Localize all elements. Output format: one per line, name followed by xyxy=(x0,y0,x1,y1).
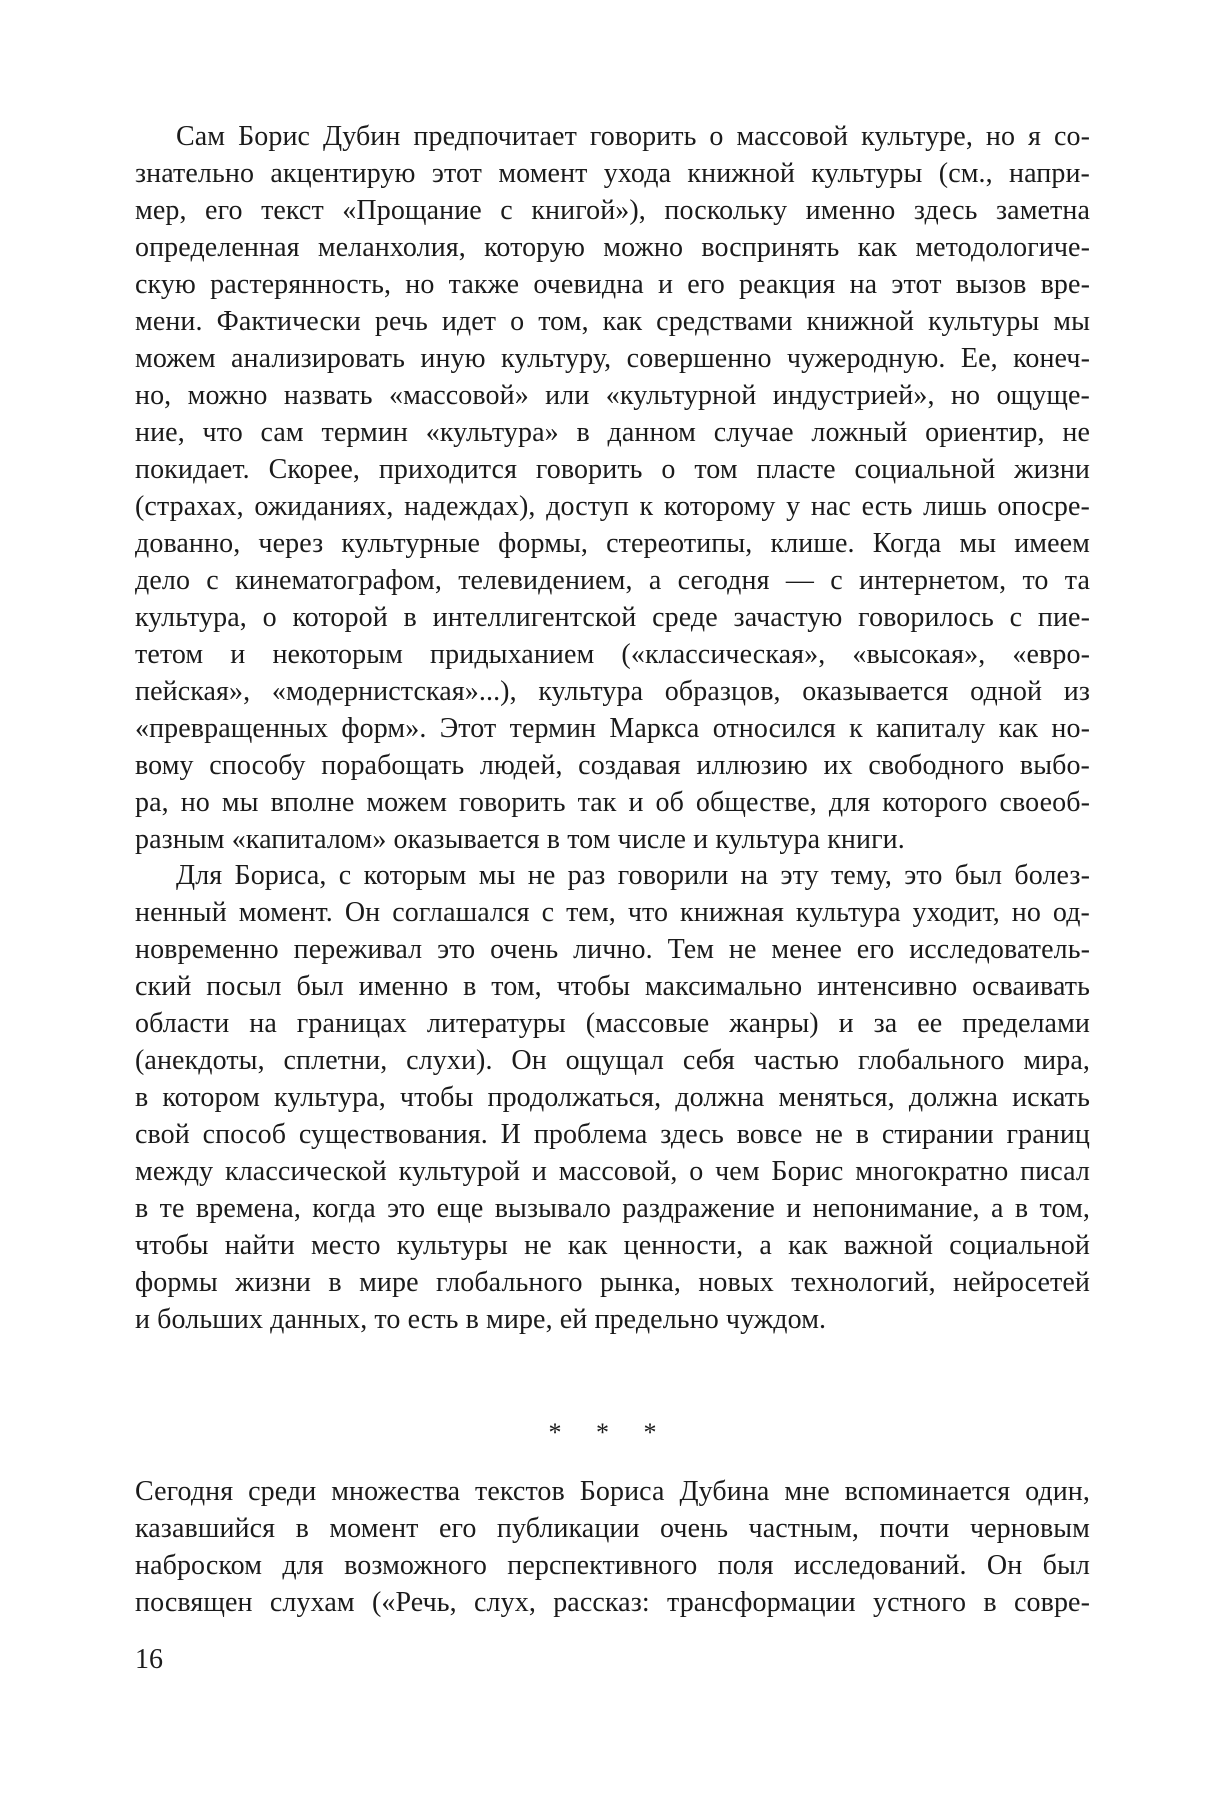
text-line: «превращенных форм». Этот термин Маркса относился к капиталу как но- xyxy=(135,713,1090,744)
text-line: пейская», «модернистская»...), культура образцов, оказывается одной из xyxy=(135,676,1090,707)
text-line: можем анализировать иную культуру, совершенно чужеродную. Ее, конеч- xyxy=(135,343,1090,374)
section-separator: * * * xyxy=(548,1418,671,1447)
page-number: 16 xyxy=(135,1644,163,1675)
text-line: новременно переживал это очень лично. Тем не менее его исследователь- xyxy=(135,934,1090,965)
paragraph-3 xyxy=(135,1473,1090,1621)
text-line: дело с кинематографом, телевидением, а сегодня — с интернетом, то та xyxy=(135,565,1090,596)
text-line: наброском для возможного перспективного поля исследований. Он был xyxy=(135,1550,1090,1581)
text-line: ние, что сам термин «культура» в данном случае ложный ориентир, не xyxy=(135,417,1090,448)
text-line: в те времена, когда это еще вызывало раздражение и непонимание, а в том, xyxy=(135,1193,1090,1224)
text-line: (анекдоты, сплетни, слухи). Он ощущал себя частью глобального мира, xyxy=(135,1045,1090,1076)
text-line: мени. Фактически речь идет о том, как средствами книжной культуры мы xyxy=(135,306,1090,337)
text-line: культура, о которой в интеллигентской среде зачастую говорилось с пие- xyxy=(135,602,1090,633)
text-line: Для Бориса, с которым мы не раз говорили на эту тему, это был болез- xyxy=(176,860,1090,891)
text-line: формы жизни в мире глобального рынка, новых технологий, нейросетей xyxy=(135,1267,1090,1298)
text-line: ра, но мы вполне можем говорить так и об обществе, для которого своеоб- xyxy=(135,787,1090,818)
text-line: покидает. Скорее, приходится говорить о том пласте социальной жизни xyxy=(135,454,1090,485)
text-line: знательно акцентирую этот момент ухода книжной культуры (см., напри- xyxy=(135,158,1090,189)
text-line: чтобы найти место культуры не как ценности, а как важной социальной xyxy=(135,1230,1090,1261)
text-line: ненный момент. Он соглашался с тем, что книжная культура уходит, но од- xyxy=(135,897,1090,928)
text-line: области на границах литературы (массовые жанры) и за ее пределами xyxy=(135,1008,1090,1039)
text-line: свой способ существования. И проблема здесь вовсе не в стирании границ xyxy=(135,1119,1090,1150)
paragraph-2 xyxy=(135,857,1090,1338)
text-line: разным «капиталом» оказывается в том числе и культура книги. xyxy=(135,824,905,855)
paragraph-1 xyxy=(135,118,1090,858)
text-line: казавшийся в момент его публикации очень частным, почти черновым xyxy=(135,1513,1090,1544)
text-line: тетом и некоторым придыханием («классическая», «высокая», «евро- xyxy=(135,639,1090,670)
text-line: Сам Борис Дубин предпочитает говорить о массовой культуре, но я со- xyxy=(176,121,1090,152)
text-line: но, можно назвать «массовой» или «культурной индустрией», но ощуще- xyxy=(135,380,1090,411)
text-line: посвящен слухам («Речь, слух, рассказ: трансформации устного в совре- xyxy=(135,1587,1090,1618)
text-line: определенная меланхолия, которую можно воспринять как методологиче- xyxy=(135,232,1090,263)
text-line: (страхах, ожиданиях, надеждах), доступ к которому у нас есть лишь опосре- xyxy=(135,491,1090,522)
text-line: между классической культурой и массовой, о чем Борис многократно писал xyxy=(135,1156,1090,1187)
text-line: ский посыл был именно в том, чтобы максимально интенсивно осваивать xyxy=(135,971,1090,1002)
text-line: мер, его текст «Прощание с книгой»), поскольку именно здесь заметна xyxy=(135,195,1090,226)
text-line: в котором культура, чтобы продолжаться, должна меняться, должна искать xyxy=(135,1082,1090,1113)
text-line: и больших данных, то есть в мире, ей предельно чуждом. xyxy=(135,1304,827,1335)
text-line: вому способу порабощать людей, создавая иллюзию их свободного выбо- xyxy=(135,750,1090,781)
text-line: дованно, через культурные формы, стереотипы, клише. Когда мы имеем xyxy=(135,528,1090,559)
text-line: скую растерянность, но также очевидна и его реакция на этот вызов вре- xyxy=(135,269,1090,300)
text-line: Сегодня среди множества текстов Бориса Дубина мне вспоминается один, xyxy=(135,1476,1090,1507)
